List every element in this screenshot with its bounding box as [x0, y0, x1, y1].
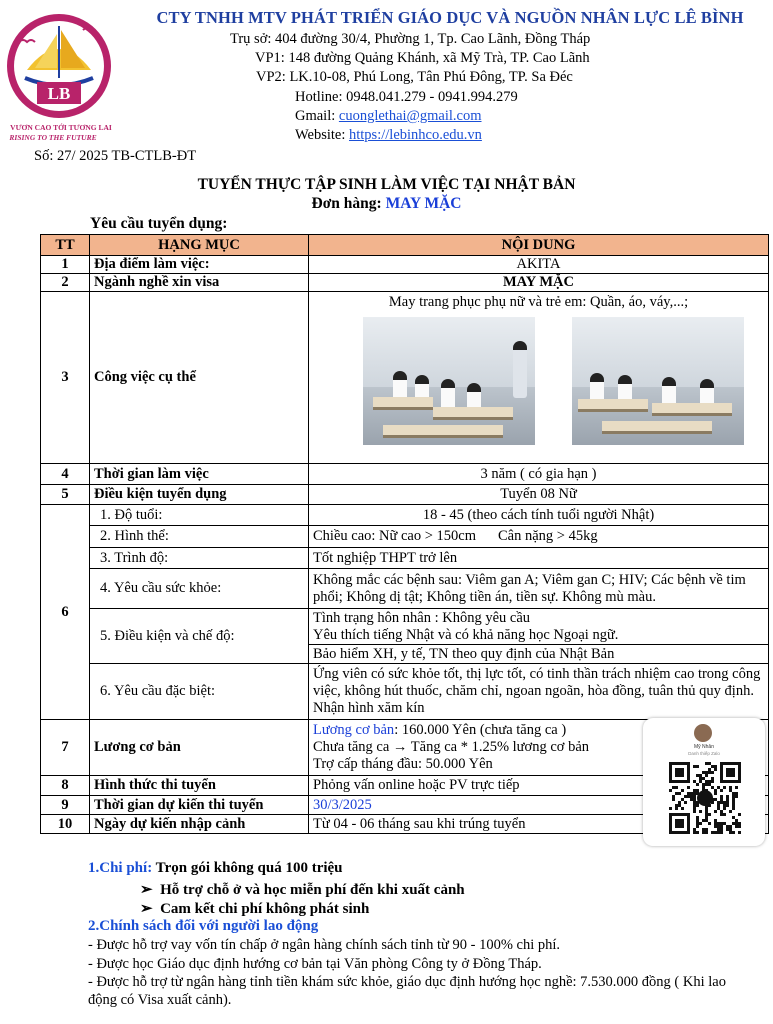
row-item: Hình thức thi tuyển — [90, 776, 309, 796]
weight-req: Cân nặng > 45kg — [498, 528, 598, 544]
table-row — [41, 664, 769, 720]
row-number: 5 — [41, 485, 90, 505]
row-item: 1. Độ tuổi: — [90, 505, 309, 526]
requirements-heading: Yêu cầu tuyển dụng: — [90, 215, 228, 232]
table-row — [41, 526, 769, 548]
order-title — [0, 195, 773, 213]
address-vp2: VP2: LK.10-08, Phú Long, Tân Phú Đông, TP. Sa Đéc — [256, 69, 573, 85]
row-content: Không mắc các bệnh sau: Viêm gan A; Viêm gan C; HIV; Các bệnh về tim phổi; Không dị tật; Không tiền án, tiền sự. Không mù màu. — [309, 569, 769, 609]
costs-bullet-2 — [140, 899, 369, 918]
row-number: 7 — [41, 720, 90, 776]
table-row — [41, 464, 769, 485]
company-logo — [5, 8, 117, 144]
workshop-photos — [313, 311, 764, 449]
website-link[interactable]: https://lebinhco.edu.vn — [349, 127, 482, 143]
salary-value: : 160.000 Yên (chưa tăng ca ) — [394, 722, 567, 738]
row-number: 2 — [41, 274, 90, 292]
insurance: Bảo hiểm XH, y tế, TN theo quy định của Nhật Bản — [309, 645, 769, 664]
row-item: 6. Yêu cầu đặc biệt: — [90, 664, 309, 720]
salary-label: Lương cơ bản — [313, 722, 395, 738]
language-req: Yêu thích tiếng Nhật và có khả năng học Ngoại ngữ. — [313, 626, 619, 643]
workshop-photo-1 — [363, 317, 535, 445]
bullet-text: Cam kết chi phí không phát sinh — [160, 901, 370, 917]
costs-text: Trọn gói không quá 100 triệu — [155, 860, 343, 876]
order-value: MAY MẶC — [385, 195, 462, 212]
row-content: AKITA — [309, 256, 769, 274]
header-tt: TT — [41, 235, 90, 256]
policy-line-3: - Được hỗ trợ từ ngân hàng tỉnh tiền khám sức khỏe, giáo dục định hướng học nghề: 7.530.000 đồng ( Khi lao động có Visa xuất cảnh). — [88, 974, 726, 1008]
costs-heading — [88, 860, 343, 877]
costs-bullet-1 — [140, 880, 465, 899]
costs-label: 1.Chi phí: — [88, 860, 156, 876]
row-item: 2. Hình thể: — [90, 526, 309, 548]
table-row — [41, 292, 769, 464]
contact-block — [295, 88, 518, 145]
table-row — [41, 569, 769, 609]
order-label: Đơn hàng: — [311, 195, 386, 212]
gmail-link[interactable]: cuonglethai@gmail.com — [338, 108, 482, 124]
table-row — [41, 485, 769, 505]
avatar — [694, 724, 712, 742]
qr-contact-name: Mỹ Nhân — [693, 744, 714, 750]
row-number: 9 — [41, 796, 90, 815]
table-header-row — [41, 235, 769, 256]
row-content: 3 năm ( có gia hạn ) — [309, 464, 769, 485]
website-label: Website: — [295, 127, 349, 143]
row-content: 18 - 45 (theo cách tính tuổi người Nhật) — [309, 505, 769, 526]
policy-line-2: - Được học Giáo dục định hướng cơ bản tại Văn phòng Công ty ở Đồng Tháp. — [88, 956, 542, 972]
workshop-photo-2 — [572, 317, 744, 445]
row-item: Ngày dự kiến nhập cảnh — [90, 815, 309, 834]
gmail-line — [295, 107, 518, 126]
page-title: TUYỂN THỰC TẬP SINH LÀM VIỆC TẠI NHẬT BẢN — [197, 176, 576, 193]
row-content: May trang phục phụ nữ và trẻ em: Quần, áo, váy,...; — [388, 294, 689, 310]
header-content: NỘI DUNG — [309, 235, 769, 256]
policy-heading: 2.Chính sách đối với người lao động — [88, 918, 319, 934]
row-number: 6 — [41, 505, 90, 720]
row-item: Thời gian làm việc — [90, 464, 309, 485]
row-item: 4. Yêu cầu sức khỏe: — [90, 569, 309, 609]
table-row — [41, 505, 769, 526]
row-number: 3 — [41, 292, 90, 464]
svg-text:LB: LB — [47, 84, 71, 103]
table-row — [41, 548, 769, 569]
overtime-line: Chưa tăng ca → Tăng ca * 1.25% lương cơ bản — [313, 739, 590, 755]
logo-slogan-en: RISING TO THE FUTURE — [9, 133, 97, 142]
table-row — [41, 274, 769, 292]
policy-line-1: - Được hỗ trợ vay vốn tín chấp ở ngân hàng chính sách tỉnh từ 90 - 100% chi phí. — [88, 937, 561, 953]
qr-contact-sub: Danh thiếp Zalo — [688, 751, 720, 756]
row-content: Ứng viên có sức khỏe tốt, thị lực tốt, có tinh thần trách nhiệm cao trong công việc, không hút thuốc, chăm chỉ, ngoan ngoãn, hòa đồng, tuân thủ quy định. Nhận hình xăm kín — [309, 664, 769, 720]
row-item: Ngành nghề xin visa — [90, 274, 309, 292]
company-name: CTY TNHH MTV PHÁT TRIỂN GIÁO DỤC VÀ NGUỒN NHÂN LỰC LÊ BÌNH — [156, 8, 744, 27]
qr-code-icon[interactable] — [669, 762, 741, 834]
website-line — [295, 126, 518, 145]
row-content: Tốt nghiệp THPT trở lên — [309, 548, 769, 569]
row-content — [309, 609, 769, 645]
arrow-bullet-icon: ➢ — [140, 882, 153, 898]
logo-slogan-vn: VƯƠN CAO TỚI TƯƠNG LAI — [10, 123, 112, 132]
bullet-text: Hỗ trợ chỗ ở và học miễn phí đến khi xuất cảnh — [160, 882, 465, 898]
row-number: 8 — [41, 776, 90, 796]
table-row — [41, 609, 769, 645]
row-item: Lương cơ bản — [90, 720, 309, 776]
row-item: Công việc cụ thể — [90, 292, 309, 464]
table-row — [41, 256, 769, 274]
row-number: 1 — [41, 256, 90, 274]
arrow-bullet-icon: ➢ — [140, 901, 153, 917]
row-content: Từ 04 - 06 tháng sau khi trúng tuyển — [309, 815, 769, 834]
marital-status: Tình trạng hôn nhân : Không yêu cầu — [313, 609, 531, 626]
row-content — [309, 526, 769, 548]
row-number: 10 — [41, 815, 90, 834]
zalo-qr-card[interactable] — [643, 718, 765, 846]
row-item: 5. Điều kiện và chế độ: — [90, 609, 309, 664]
height-req: Chiều cao: Nữ cao > 150cm — [313, 528, 477, 544]
document-number: Số: 27/ 2025 TB-CTLB-ĐT — [34, 148, 197, 164]
row-item: 3. Trình độ: — [90, 548, 309, 569]
allowance-line: Trợ cấp tháng đầu: 50.000 Yên — [313, 756, 493, 772]
logo-emblem — [5, 8, 117, 144]
address-vp1: VP1: 148 đường Quảng Khánh, xã Mỹ Trà, TP. Cao Lãnh — [255, 50, 590, 66]
row-content-cell — [309, 292, 769, 464]
row-item: Điều kiện tuyển dụng — [90, 485, 309, 505]
address-main: Trụ sở: 404 đường 30/4, Phường 1, Tp. Cao Lãnh, Đồng Tháp — [230, 31, 591, 47]
hotline: Hotline: 0948.041.279 - 0941.994.279 — [295, 89, 518, 105]
row-item: Địa điểm làm việc: — [90, 256, 309, 274]
gmail-label: Gmail: — [295, 108, 339, 124]
row-item: Thời gian dự kiến thi tuyển — [90, 796, 309, 815]
row-number: 4 — [41, 464, 90, 485]
header-item: HẠNG MỤC — [90, 235, 309, 256]
row-content: MAY MẶC — [309, 274, 769, 292]
row-content: Phỏng vấn online hoặc PV trực tiếp — [309, 776, 769, 796]
row-content: Tuyển 08 Nữ — [309, 485, 769, 505]
row-content: 30/3/2025 — [309, 796, 769, 815]
